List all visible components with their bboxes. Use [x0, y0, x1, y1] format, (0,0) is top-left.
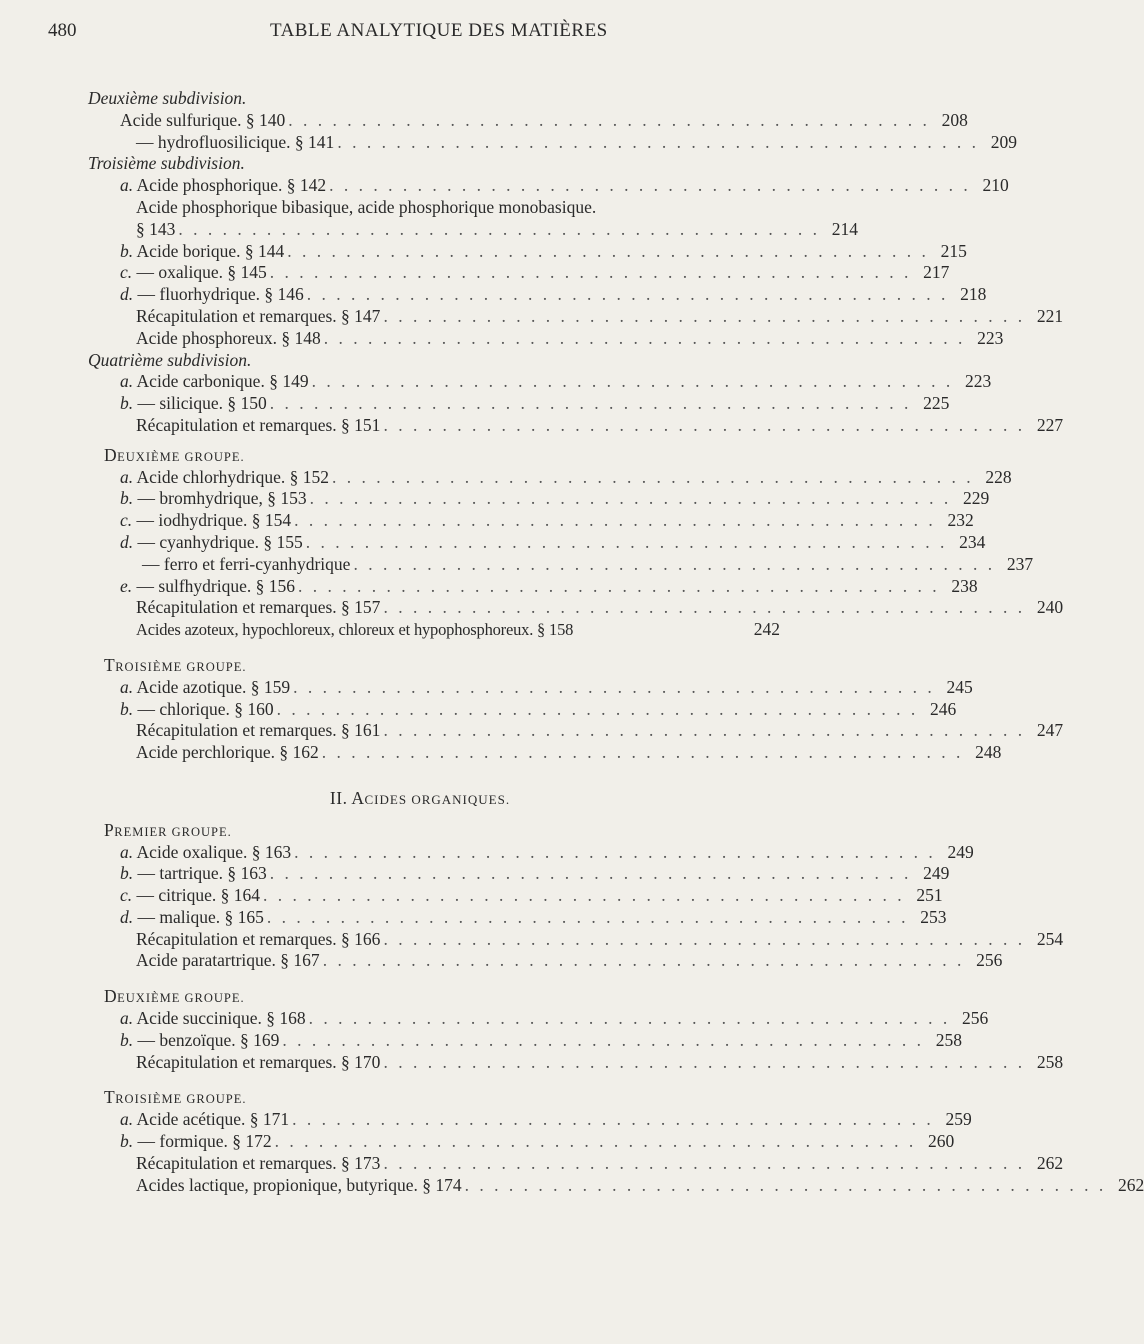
entry-page: 223 — [977, 327, 1004, 348]
entry-page: 249 — [947, 841, 974, 862]
running-title: TABLE ANALYTIQUE DES MATIÈRES — [270, 20, 608, 41]
toc-entry[interactable] — [0, 597, 1064, 619]
group-heading: DEUXIÈME GROUPE. — [104, 986, 245, 1007]
entry-page: 262 — [1118, 1174, 1144, 1195]
entry-text: — ferro et ferri-cyanhydrique — [142, 553, 351, 574]
leader-dots: . . . . . . . . . . . . . . . . . . . . . . . . . . . . . . . . . . . . . . . . . . . . — [311, 371, 954, 392]
leader-dots: . . . . . . . . . . . . . . . . . . . . . . . . . . . . . . . . . . . . . . . . . . . . — [353, 553, 996, 574]
entry-page: 262 — [1036, 1152, 1064, 1173]
entry-page: 228 — [985, 466, 1012, 487]
subdivision-heading: Troisième subdivision. — [88, 153, 245, 174]
entry-text: Acide carbonique. § 149 — [136, 371, 309, 392]
entry-text: Acide phosphoreux. § 148 — [136, 327, 321, 348]
entry-page: 249 — [923, 863, 950, 884]
leader-dots: . . . . . . . . . . . . . . . . . . . . . . . . . . . . . . . . . . . . . . . . . . . . — [288, 109, 930, 130]
leader-dots: . . . . . . . . . . . . . . . . . . . . . . . . . . . . . . . . . . . . . . . . . . . . — [306, 284, 949, 305]
leader-dots: . . . . . . . . . . . . . . . . . . . . . . . . . . . . . . . . . . . . . . . . . . . . — [323, 327, 966, 348]
entry-label: c. — [120, 262, 133, 283]
toc-entry[interactable] — [0, 676, 973, 699]
entry-text: Acide succinique. § 168 — [136, 1008, 306, 1029]
toc-entry[interactable] — [0, 841, 974, 864]
leader-dots: . . . . . . . . . . . . . . . . . . . . . . . . . . . . . . . . . . . . . . . . . . . . — [383, 597, 1026, 618]
toc-entry[interactable] — [0, 175, 1009, 197]
leader-dots: . . . . . . . . . . . . . . . . . . . . . . . . . . . . . . . . . . . . . . . . . . . . — [262, 885, 905, 906]
leader-dots: . . . . . . . . . . . . . . . . . . . . . . . . . . . . . . . . . . . . . . . . . . . . — [308, 1008, 951, 1029]
entry-label: d. — [120, 284, 134, 305]
entry-page: 214 — [831, 218, 858, 239]
entry-text: — silicique. § 150 — [137, 393, 267, 414]
leader-dots: . . . . . . . . . . . . . . . . . . . . . . . . . . . . . . . . . . . . . . . . . . . . — [293, 676, 935, 697]
entry-label: d. — [120, 531, 134, 552]
entry-page: 209 — [990, 131, 1017, 152]
toc-entry[interactable] — [0, 305, 1064, 328]
toc-entry[interactable] — [0, 906, 947, 929]
entry-text: Acide azotique. § 159 — [136, 676, 291, 697]
entry-text: Acide chlorhydrique. § 152 — [136, 466, 329, 487]
toc-entry[interactable] — [0, 885, 943, 907]
group-heading: TROISIÈME GROUPE. — [104, 654, 247, 675]
toc-entry[interactable] — [0, 1051, 1064, 1074]
entry-label: e. — [120, 575, 133, 596]
entry-page: 258 — [935, 1029, 963, 1050]
entry-page: 254 — [1036, 928, 1064, 949]
entry-page: 240 — [1036, 597, 1064, 618]
group-heading: DEUXIÈME GROUPE. — [104, 444, 245, 465]
page-number: 480 — [48, 20, 77, 41]
leader-dots: . . . . . . . . . . . . . . . . . . . . . . . . . . . . . . . . . . . . . . . . . . . . — [269, 863, 912, 884]
leader-dots: . . . . . . . . . . . . . . . . . . . . . . . . . . . . . . . . . . . . . . . . . . . . — [337, 131, 979, 152]
entry-text: Acide borique. § 144 — [136, 240, 285, 261]
subdivision-heading: Deuxième subdivision. — [88, 88, 247, 108]
leader-dots: . . . . . . . . . . . . . . . . . . . . . . . . . . . . . . . . . . . . . . . . . . . . — [292, 1109, 934, 1130]
entry-label: b. — [120, 240, 134, 261]
entry-label: a. — [120, 676, 134, 697]
entry-text: Récapitulation et remarques. § 147 — [136, 305, 381, 326]
leader-dots: . . . . . . . . . . . . . . . . . . . . . . . . . . . . . . . . . . . . . . . . . . . . — [383, 414, 1026, 435]
group-heading: PREMIER GROUPE. — [104, 819, 232, 840]
toc-entry[interactable] — [0, 950, 1003, 972]
entry-text: Acide perchlorique. § 162 — [136, 742, 319, 763]
entry-page: 221 — [1036, 305, 1064, 326]
toc-entry[interactable] — [0, 262, 950, 284]
leader-dots: . . . . . . . . . . . . . . . . . . . . . . . . . . . . . . . . . . . . . . . . . . . . — [287, 240, 929, 261]
entry-page: 259 — [945, 1109, 972, 1130]
entry-text: — cyanhydrique. § 155 — [137, 531, 303, 552]
entry-text: — iodhydrique. § 154 — [136, 510, 292, 531]
entry-page: 253 — [920, 906, 947, 927]
entry-page: 215 — [940, 240, 967, 261]
leader-dots — [573, 619, 742, 641]
toc-entry[interactable] — [0, 553, 1034, 576]
entry-text: Acide acétique. § 171 — [136, 1109, 290, 1130]
entry-label: a. — [120, 175, 134, 196]
entry-text: Récapitulation et remarques. § 157 — [136, 597, 381, 618]
leader-dots: . . . . . . . . . . . . . . . . . . . . . . . . . . . . . . . . . . . . . . . . . . . . — [305, 531, 948, 552]
entry-page: 210 — [982, 175, 1009, 196]
entry-text: Acide phosphorique. § 142 — [136, 175, 327, 196]
entry-label: a. — [120, 1109, 134, 1130]
entry-label: b. — [120, 863, 134, 884]
toc-entry[interactable] — [0, 531, 986, 554]
toc-entry[interactable] — [0, 131, 1017, 154]
subdivision-heading: Quatrième subdivision. — [88, 349, 252, 370]
leader-dots: . . . . . . . . . . . . . . . . . . . . . . . . . . . . . . . . . . . . . . . . . . . . — [383, 720, 1026, 741]
entry-text: Acide oxalique. § 163 — [136, 841, 292, 862]
entry-page: 258 — [1036, 1051, 1064, 1072]
entry-text: Acide paratartrique. § 167 — [136, 950, 320, 971]
leader-dots: . . . . . . . . . . . . . . . . . . . . . . . . . . . . . . . . . . . . . . . . . . . . — [294, 841, 936, 862]
entry-text: — sulfhydrique. § 156 — [136, 575, 295, 596]
leader-dots: . . . . . . . . . . . . . . . . . . . . . . . . . . . . . . . . . . . . . . . . . . . . — [322, 950, 965, 971]
toc-entry[interactable] — [0, 371, 992, 393]
entry-text: Acides azoteux, hypochloreux, chloreux et hypophosphoreux. § 158 — [136, 620, 574, 640]
entry-page: 234 — [959, 531, 986, 552]
entry-page: 227 — [1036, 414, 1064, 435]
toc-entry[interactable] — [0, 698, 957, 721]
section-heading: II. ACIDES ORGANIQUES. — [329, 787, 511, 808]
entry-text: Récapitulation et remarques. § 170 — [136, 1051, 381, 1072]
entry-page: 245 — [946, 676, 973, 697]
entry-page: 229 — [963, 488, 990, 509]
entry-label: a. — [120, 841, 134, 862]
entry-text: — chlorique. § 160 — [137, 698, 274, 719]
leader-dots: . . . . . . . . . . . . . . . . . . . . . . . . . . . . . . . . . . . . . . . . . . . . — [274, 1131, 917, 1152]
entry-label: a. — [120, 466, 134, 487]
entry-page: 248 — [975, 742, 1002, 763]
entry-text: — hydrofluosilicique. § 141 — [136, 131, 335, 152]
leader-dots: . . . . . . . . . . . . . . . . . . . . . . . . . . . . . . . . . . . . . . . . . . . . — [266, 906, 909, 927]
entry-page: 260 — [928, 1131, 955, 1152]
entry-page: 251 — [916, 885, 943, 906]
entry-label: b. — [120, 1131, 134, 1152]
entry-page: 246 — [929, 698, 957, 719]
toc-entry[interactable] — [0, 1131, 955, 1153]
leader-dots: . . . . . . . . . . . . . . . . . . . . . . . . . . . . . . . . . . . . . . . . . . . . — [282, 1029, 925, 1050]
leader-dots: . . . . . . . . . . . . . . . . . . . . . . . . . . . . . . . . . . . . . . . . . . . . — [269, 393, 912, 414]
entry-page: 217 — [923, 262, 950, 283]
entry-text: — oxalique. § 145 — [136, 262, 267, 283]
entry-page: 256 — [976, 950, 1003, 971]
entry-label: b. — [120, 698, 134, 719]
entry-text: Acide sulfurique. § 140 — [120, 109, 286, 130]
leader-dots: . . . . . . . . . . . . . . . . . . . . . . . . . . . . . . . . . . . . . . . . . . . . — [269, 262, 912, 283]
toc-entry[interactable] — [0, 109, 968, 132]
leader-dots: . . . . . . . . . . . . . . . . . . . . . . . . . . . . . . . . . . . . . . . . . . . . — [383, 1152, 1026, 1173]
entry-text: Récapitulation et remarques. § 173 — [136, 1152, 381, 1173]
leader-dots: . . . . . . . . . . . . . . . . . . . . . . . . . . . . . . . . . . . . . . . . . . . . — [178, 218, 820, 239]
leader-dots: . . . . . . . . . . . . . . . . . . . . . . . . . . . . . . . . . . . . . . . . . . . . — [464, 1174, 1107, 1195]
toc-entry[interactable] — [0, 393, 950, 415]
toc-entry[interactable] — [0, 1152, 1064, 1175]
entry-label: c. — [120, 510, 133, 531]
leader-dots: . . . . . . . . . . . . . . . . . . . . . . . . . . . . . . . . . . . . . . . . . . . . — [383, 305, 1026, 326]
leader-dots: . . . . . . . . . . . . . . . . . . . . . . . . . . . . . . . . . . . . . . . . . . . . — [383, 928, 1026, 949]
entry-label: a. — [120, 1008, 134, 1029]
toc-entry[interactable] — [0, 327, 1004, 350]
entry-label: a. — [120, 371, 134, 392]
entry-text-line: Acide phosphorique bibasique, acide phosphorique monobasique. — [136, 196, 597, 217]
entry-text: — tartrique. § 163 — [137, 863, 267, 884]
entry-text: — citrique. § 164 — [136, 885, 260, 906]
entry-page: 218 — [960, 284, 987, 305]
toc-entry[interactable] — [0, 742, 1002, 764]
toc-entry[interactable] — [0, 863, 950, 885]
entry-text: — bromhydrique, § 153 — [137, 488, 307, 509]
entry-text: — malique. § 165 — [137, 906, 264, 927]
leader-dots: . . . . . . . . . . . . . . . . . . . . . . . . . . . . . . . . . . . . . . . . . . . . — [294, 510, 936, 531]
entry-text: — formique. § 172 — [137, 1131, 272, 1152]
entry-text: Acides lactique, propionique, butyrique. § 174 — [136, 1174, 462, 1195]
toc-entry[interactable] — [0, 218, 858, 241]
toc-entry[interactable] — [0, 240, 967, 263]
entry-page: 237 — [1006, 553, 1034, 574]
toc-entry[interactable] — [0, 1109, 972, 1131]
leader-dots: . . . . . . . . . . . . . . . . . . . . . . . . . . . . . . . . . . . . . . . . . . . . — [298, 575, 940, 596]
entry-page: 232 — [947, 510, 974, 531]
toc-entry[interactable] — [0, 488, 990, 510]
entry-page: 256 — [962, 1008, 989, 1029]
entry-label: b. — [120, 488, 134, 509]
toc-entry[interactable] — [0, 466, 1012, 489]
leader-dots: . . . . . . . . . . . . . . . . . . . . . . . . . . . . . . . . . . . . . . . . . . . . — [309, 488, 952, 509]
toc-entry[interactable] — [0, 510, 974, 532]
toc-entry[interactable] — [0, 1029, 963, 1052]
entry-text: — benzoïque. § 169 — [137, 1029, 280, 1050]
entry-label: c. — [120, 885, 133, 906]
table-of-contents — [0, 88, 1144, 1196]
entry-page: 223 — [964, 371, 992, 392]
entry-page: 242 — [753, 619, 780, 640]
entry-page: 247 — [1036, 720, 1064, 741]
toc-entry[interactable] — [0, 928, 1064, 951]
entry-text: Récapitulation et remarques. § 151 — [136, 414, 381, 435]
leader-dots: . . . . . . . . . . . . . . . . . . . . . . . . . . . . . . . . . . . . . . . . . . . . — [383, 1051, 1026, 1072]
page-header — [0, 12, 800, 42]
toc-entry[interactable] — [0, 414, 1064, 437]
toc-entry[interactable] — [0, 575, 978, 598]
leader-dots: . . . . . . . . . . . . . . . . . . . . . . . . . . . . . . . . . . . . . . . . . . . . — [276, 698, 919, 719]
toc-entry[interactable] — [0, 720, 1064, 742]
toc-entry[interactable] — [0, 1174, 1144, 1197]
entry-page: 225 — [923, 393, 950, 414]
toc-entry[interactable] — [0, 619, 780, 641]
leader-dots: . . . . . . . . . . . . . . . . . . . . . . . . . . . . . . . . . . . . . . . . . . . . — [329, 175, 971, 196]
entry-label: b. — [120, 393, 134, 414]
entry-page: 208 — [941, 109, 968, 130]
entry-label: b. — [120, 1029, 134, 1050]
entry-text: Récapitulation et remarques. § 166 — [136, 928, 381, 949]
entry-text: — fluorhydrique. § 146 — [137, 284, 304, 305]
entry-page: 238 — [951, 575, 978, 596]
leader-dots: . . . . . . . . . . . . . . . . . . . . . . . . . . . . . . . . . . . . . . . . . . . . — [321, 742, 964, 763]
group-heading: TROISIÈME GROUPE. — [104, 1087, 247, 1108]
toc-entry[interactable] — [0, 284, 987, 306]
entry-label: d. — [120, 906, 134, 927]
entry-text: Récapitulation et remarques. § 161 — [136, 720, 381, 741]
toc-entry[interactable] — [0, 1008, 989, 1030]
entry-text: § 143 — [136, 218, 176, 239]
leader-dots: . . . . . . . . . . . . . . . . . . . . . . . . . . . . . . . . . . . . . . . . . . . . — [332, 466, 974, 487]
